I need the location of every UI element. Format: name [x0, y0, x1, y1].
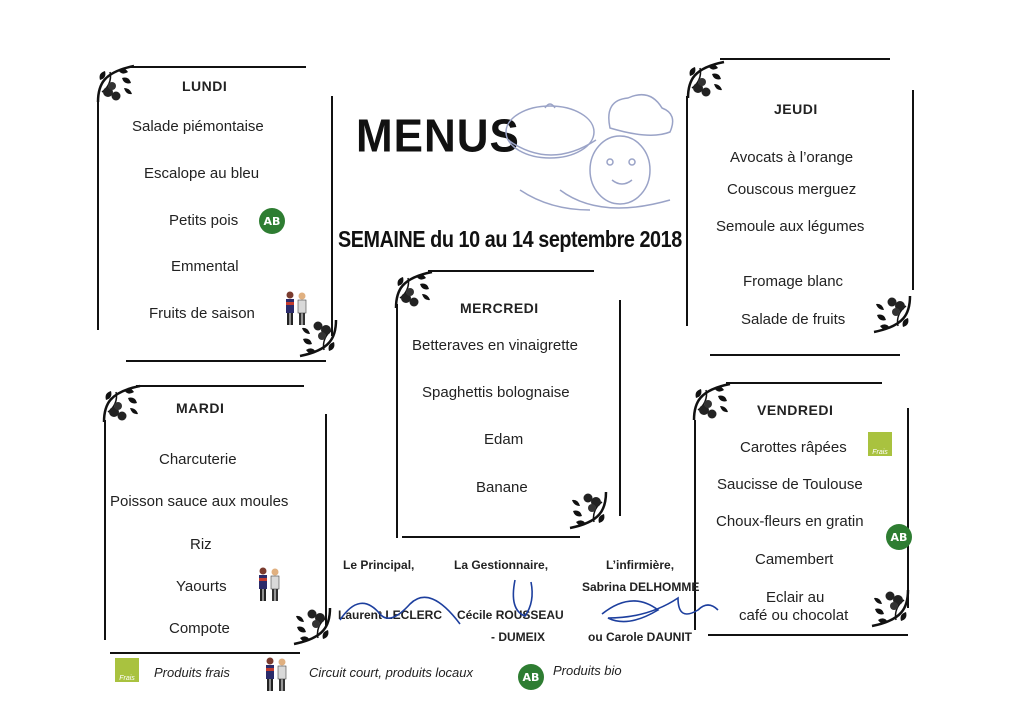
menu-item: Spaghettis bolognaise: [422, 384, 570, 401]
bio-ab-icon: AB: [259, 208, 285, 234]
bio-ab-icon: AB: [886, 524, 912, 550]
legend-bio: Produits bio: [553, 663, 622, 678]
frais-icon: Frais: [868, 432, 892, 456]
handwritten-signature: [330, 580, 470, 640]
menu-item: Compote: [169, 620, 230, 637]
menu-item: café ou chocolat: [739, 607, 849, 624]
day-title-vendredi: VENDREDI: [757, 402, 834, 418]
menu-item: Salade de fruits: [741, 311, 846, 328]
menu-item: Charcuterie: [159, 451, 237, 468]
menu-item: Couscous merguez: [727, 181, 857, 198]
day-title-mercredi: MERCREDI: [460, 300, 539, 316]
menu-item: Semoule aux légumes: [716, 218, 865, 235]
gestionnaire-name: Cécile ROUSSEAU: [457, 608, 564, 622]
menu-title: MENUS: [356, 110, 520, 163]
week-heading: SEMAINE du 10 au 14 septembre 2018: [338, 226, 682, 252]
day-title-jeudi: JEUDI: [774, 101, 818, 117]
menu-item: Choux-fleurs en gratin: [716, 513, 864, 530]
frais-icon: Frais: [115, 658, 139, 682]
local-producers-icon: [255, 566, 283, 604]
gestionnaire-role: La Gestionnaire,: [454, 558, 549, 572]
bio-ab-icon: AB: [518, 664, 544, 690]
menu-item: Yaourts: [176, 578, 227, 595]
menu-item: Banane: [476, 479, 528, 496]
flourish-ornament: [392, 268, 436, 312]
menu-item: Saucisse de Toulouse: [717, 476, 863, 493]
legend-local: Circuit court, produits locaux: [309, 665, 474, 680]
flourish-ornament: [684, 58, 728, 102]
principal-role: Le Principal,: [343, 558, 415, 572]
menu-item: Betteraves en vinaigrette: [412, 337, 578, 354]
flourish-ornament: [290, 604, 334, 648]
menu-item: Poisson sauce aux moules: [110, 493, 289, 510]
menu-item: Petits pois: [169, 212, 239, 229]
gestionnaire-name-2: - DUMEIX: [491, 630, 545, 644]
principal-name: Laurent LECLERC: [338, 608, 443, 622]
menu-item: Avocats à l’orange: [730, 149, 854, 166]
menu-item: Camembert: [755, 551, 834, 568]
flourish-ornament: [100, 382, 144, 426]
menu-item: Salade piémontaise: [132, 118, 264, 135]
day-title-mardi: MARDI: [176, 400, 225, 416]
handwritten-signature: [596, 584, 726, 634]
menu-item: Riz: [190, 536, 212, 553]
legend-frais: Produits frais: [154, 665, 230, 680]
menu-item: Fromage blanc: [743, 273, 844, 290]
menu-item: Carottes râpées: [740, 439, 847, 456]
flourish-ornament: [868, 586, 912, 630]
menu-item: Emmental: [171, 258, 239, 275]
menu-item: Fruits de saison: [149, 305, 255, 322]
chef-illustration: [500, 70, 690, 220]
flourish-ornament: [870, 292, 914, 336]
menu-item: Edam: [484, 431, 524, 448]
local-producers-icon: [282, 290, 310, 328]
infirmiere-name: Sabrina DELHOMME: [582, 580, 700, 594]
handwritten-signature: [505, 574, 545, 634]
flourish-ornament: [690, 380, 734, 424]
local-producers-icon: [262, 656, 290, 694]
flourish-ornament: [94, 62, 138, 106]
infirmiere-name-2: ou Carole DAUNIT: [588, 630, 693, 644]
flourish-ornament: [566, 488, 610, 532]
menu-item: Eclair au: [766, 589, 825, 606]
menu-item: Escalope au bleu: [144, 165, 260, 182]
day-title-lundi: LUNDI: [182, 78, 228, 94]
infirmiere-role: L’infirmière,: [606, 558, 675, 572]
